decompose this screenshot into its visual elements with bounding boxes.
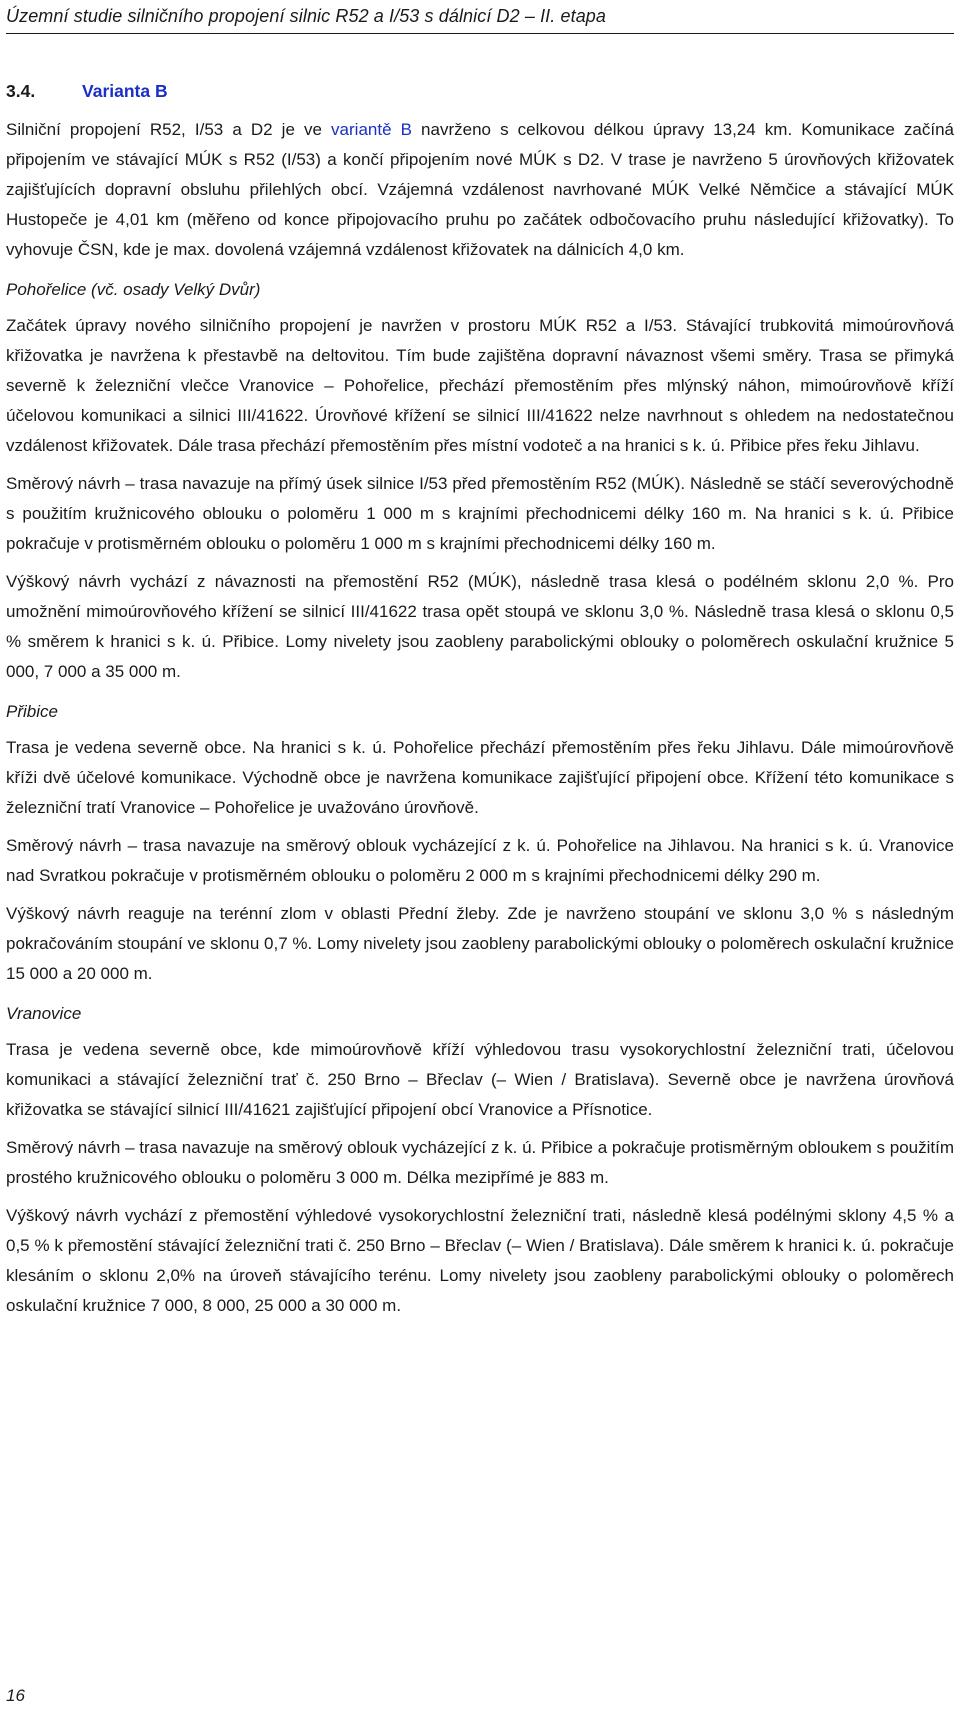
- variant-link[interactable]: variantě B: [331, 120, 412, 139]
- header-rule: [6, 33, 954, 34]
- vranovice-paragraph-1: Trasa je vedena severně obce, kde mimoúrovňově kříží výhledovou trasu vysokorychlostní železniční trati, účelovou komunikaci a stávající železniční trať č. 250 Brno – Břeclav (– Wien / Bratislava). Severně obce je navržena úrovňová křižovatka se stávající silnicí III/41621 zajišťující připojení obcí Vranovice a Přísnotice.: [6, 1040, 954, 1119]
- subheading-pribice: Přibice: [6, 702, 58, 721]
- subheading-vranovice: Vranovice: [6, 1004, 82, 1023]
- pribice-paragraph-1: Trasa je vedena severně obce. Na hranici s k. ú. Pohořelice přechází přemostěním přes řeku Jihlavu. Dále mimoúrovňově kříži dvě účelové komunikace. Východně obce je navržena komunikace zajišťující připojení obce. Křížení této komunikace s železniční tratí Vranovice – Pohořelice je uvažováno úrovňově.: [6, 738, 954, 817]
- pribice-paragraph-3: Výškový návrh reaguje na terénní zlom v oblasti Přední žleby. Zde je navrženo stoupání ve sklonu 3,0 % s následným pokračováním stoupání ve sklonu 0,7 %. Lomy nivelety jsou zaobleny parabolickými oblouky o poloměrech oskulační kružnice 15 000 a 20 000 m.: [6, 904, 954, 983]
- page-number: 16: [6, 1686, 25, 1705]
- subheading-pohorelice: Pohořelice (vč. osady Velký Dvůr): [6, 280, 261, 299]
- intro-text-start: Silniční propojení R52, I/53 a D2 je ve: [6, 120, 332, 139]
- section-title: Varianta B: [82, 81, 168, 101]
- pohorelice-paragraph-1: Začátek úpravy nového silničního propojení je navržen v prostoru MÚK R52 a I/53. Stávající trubkovitá mimoúrovňová křižovatka je navržena k přestavbě na deltovitou. Tím bude zajištěna dopravní návaznost všemi směry. Trasa se přimyká severně k železniční vlečce Vranovice – Pohořelice, přechází přemostěním přes mlýnský náhon, mimoúrovňově kříží účelovou komunikaci a silnici III/41622. Úrovňové křížení se silnicí III/41622 nelze navrhnout s ohledem na nedostatečnou vzdálenost křižovatek. Dále trasa přechází přemostěním přes místní vodoteč a na hranici s k. ú. Přibice přes řeku Jihlavu.: [6, 316, 954, 455]
- vranovice-paragraph-3: Výškový návrh vychází z přemostění výhledové vysokorychlostní železniční trati, následně klesá podélnými sklony 4,5 % a 0,5 % k přemostění stávající železniční trati č. 250 Brno – Břeclav (– Wien / Bratislava). Dále směrem k hranici k. ú. pokračuje klesáním o sklonu 2,0% na úroveň stávajícího terénu. Lomy nivelety jsou zaobleny parabolickými oblouky o poloměrech oskulační kružnice 7 000, 8 000, 25 000 a 30 000 m.: [6, 1206, 954, 1315]
- page-content: [6, 80, 954, 1329]
- intro-paragraph: [6, 115, 954, 265]
- pohorelice-paragraph-3: Výškový návrh vychází z návaznosti na přemostění R52 (MÚK), následně trasa klesá o podélném sklonu 2,0 %. Pro umožnění mimoúrovňového křížení se silnicí III/41622 trasa opět stoupá ve sklonu 3,0 %. Následně trasa klesá o sklonu 0,5 % směrem k hranici s k. ú. Přibice. Lomy nivelety jsou zaobleny parabolickými oblouky o poloměrech oskulační kružnice 5 000, 7 000 a 35 000 m.: [6, 572, 954, 681]
- pohorelice-paragraph-2: Směrový návrh – trasa navazuje na přímý úsek silnice I/53 před přemostěním R52 (MÚK). Následně se stáčí severovýchodně s použitím kružnicového oblouku o poloměru 1 000 m s krajními přechodnicemi délky 160 m. Na hranici s k. ú. Přibice pokračuje v protisměrném oblouku o poloměru 1 000 m s krajními přechodnicemi délky 160 m.: [6, 474, 954, 553]
- pribice-paragraph-2: Směrový návrh – trasa navazuje na směrový oblouk vycházející z k. ú. Pohořelice na Jihlavou. Na hranici s k. ú. Vranovice nad Svratkou pokračuje v protisměrném oblouku o poloměru 2 000 m s krajními přechodnicemi délky 290 m.: [6, 836, 954, 885]
- vranovice-paragraph-2: Směrový návrh – trasa navazuje na směrový oblouk vycházející z k. ú. Přibice a pokračuje protisměrným obloukem s použitím prostého kružnicového oblouku o poloměru 3 000 m. Délka mezipřímé je 883 m.: [6, 1138, 954, 1187]
- intro-text-rest: navrženo s celkovou délkou úpravy 13,24 km. Komunikace začíná připojením ve stávající MÚK s R52 (I/53) a končí připojením nové MÚK s D2. V trase je navrženo 5 úrovňových křižovatek zajišťujících dopravní obsluhu přilehlých obcí. Vzájemná vzdálenost navrhované MÚK Velké Němčice a stávající MÚK Hustopeče je 4,01 km (měřeno od konce připojovacího pruhu po začátek odbočovacího pruhu následující křižovatky). To vyhovuje ČSN, kde je max. dovolená vzájemná vzdálenost křižovatek na dálnicích 4,0 km.: [6, 120, 954, 259]
- running-header: Územní studie silničního propojení silnic R52 a I/53 s dálnicí D2 – II. etapa: [6, 6, 607, 26]
- section-heading: [6, 80, 954, 102]
- section-number: 3.4.: [6, 81, 36, 101]
